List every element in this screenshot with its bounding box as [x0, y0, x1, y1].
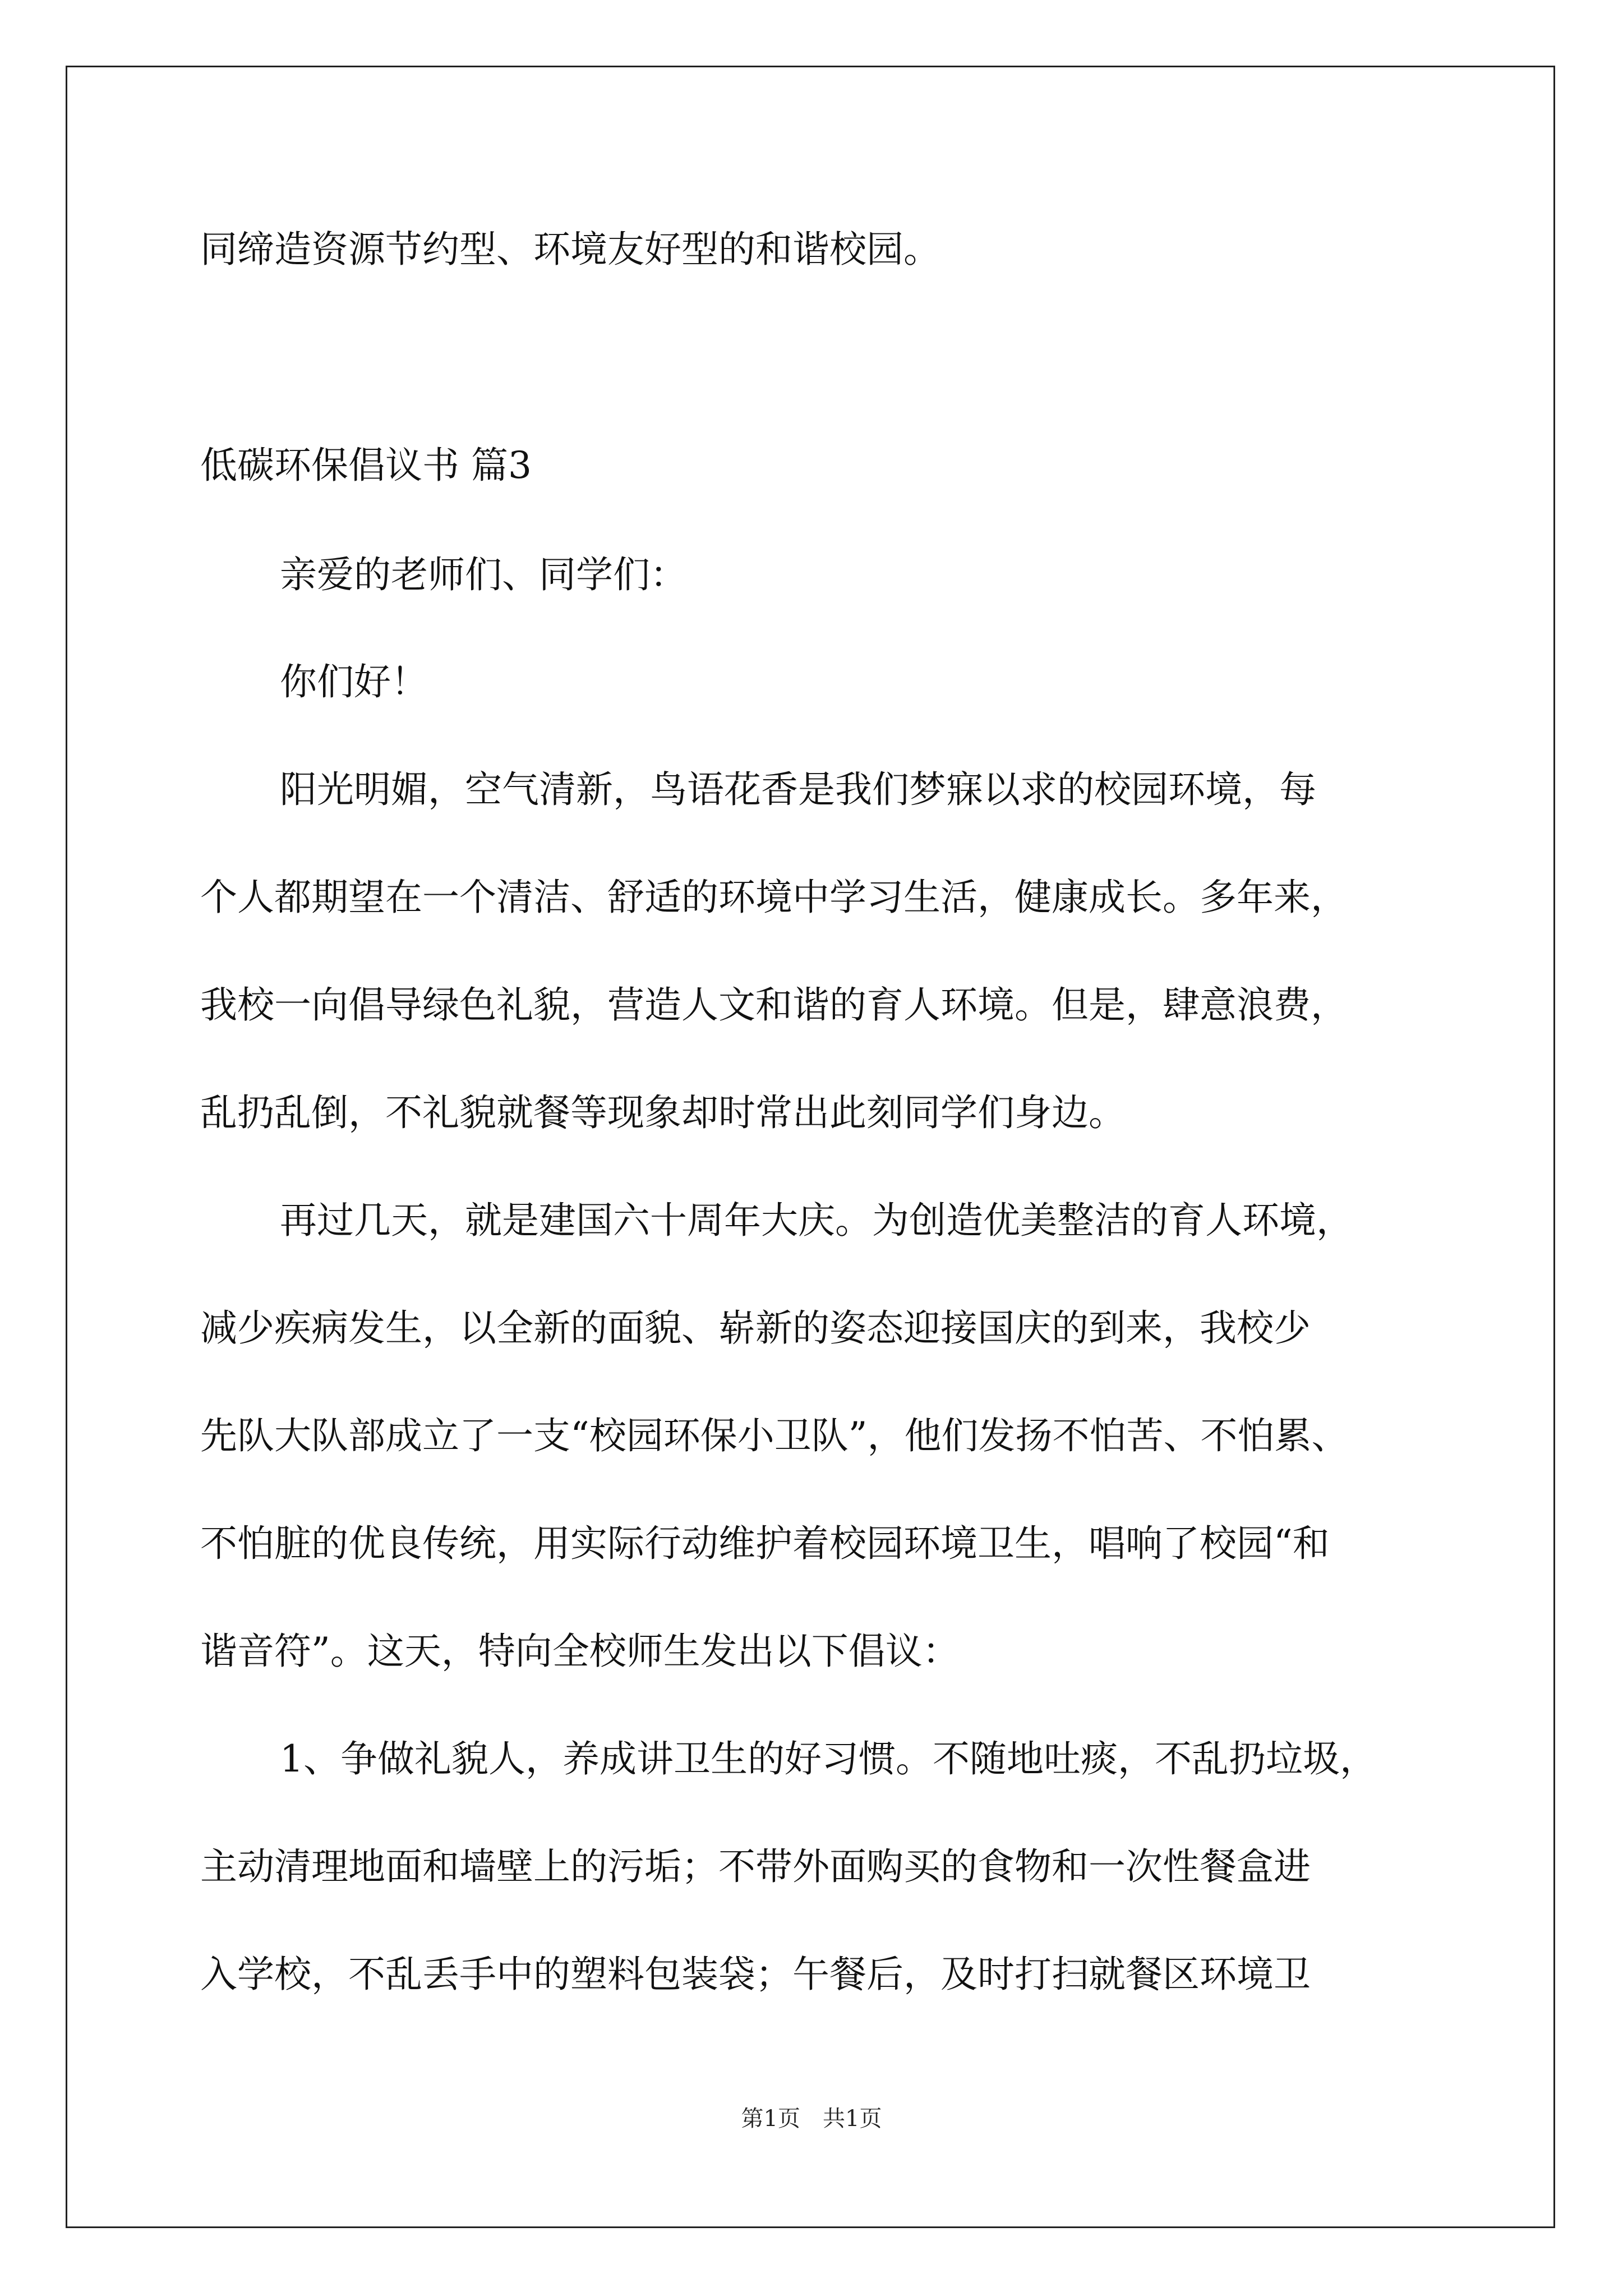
paragraph-line: 减少疾病发生，以全新的面貌、崭新的姿态迎接国庆的到来，我校少 [200, 1306, 1311, 1350]
greeting: 你们好！ [280, 660, 428, 703]
paragraph-line: 入学校，不乱丢手中的塑料包装袋；午餐后，及时打扫就餐区环境卫 [200, 1953, 1311, 1996]
paragraph-line: 同缔造资源节约型、环境友好型的和谐校园。 [200, 228, 940, 271]
paragraph-line: 乱扔乱倒，不礼貌就餐等现象却时常出此刻同学们身边。 [200, 1091, 1126, 1134]
paragraph-line: 我校一向倡导绿色礼貌，营造人文和谐的育人环境。但是，肆意浪费， [200, 983, 1348, 1027]
paragraph-line: 谐音符”。这天，特向全校师生发出以下倡议： [200, 1630, 960, 1673]
paragraph-line: 个人都期望在一个清洁、舒适的环境中学习生活，健康成长。多年来， [200, 876, 1348, 919]
paragraph-line: 先队大队部成立了一支“校园环保小卫队”，他们发扬不怕苦、不怕累、 [200, 1414, 1349, 1457]
section-heading: 低碳环保倡议书 篇3 [200, 444, 532, 487]
paragraph-line: 主动清理地面和墙壁上的污垢；不带外面购买的食物和一次性餐盒进 [200, 1845, 1311, 1888]
page-footer: 第1页 共1页 [741, 2106, 882, 2132]
salutation: 亲爱的老师们、同学们： [280, 553, 687, 596]
paragraph-line: 阳光明媚，空气清新，鸟语花香是我们梦寐以求的校园环境，每 [280, 768, 1316, 811]
paragraph-line: 1、争做礼貌人，养成讲卫生的好习惯。不随地吐痰，不乱扔垃圾， [280, 1737, 1377, 1780]
paragraph-line: 再过几天，就是建国六十周年大庆。为创造优美整洁的育人环境， [280, 1199, 1353, 1242]
paragraph-line: 不怕脏的优良传统，用实际行动维护着校园环境卫生，唱响了校园“和 [200, 1522, 1330, 1565]
page-border [66, 66, 1555, 2228]
